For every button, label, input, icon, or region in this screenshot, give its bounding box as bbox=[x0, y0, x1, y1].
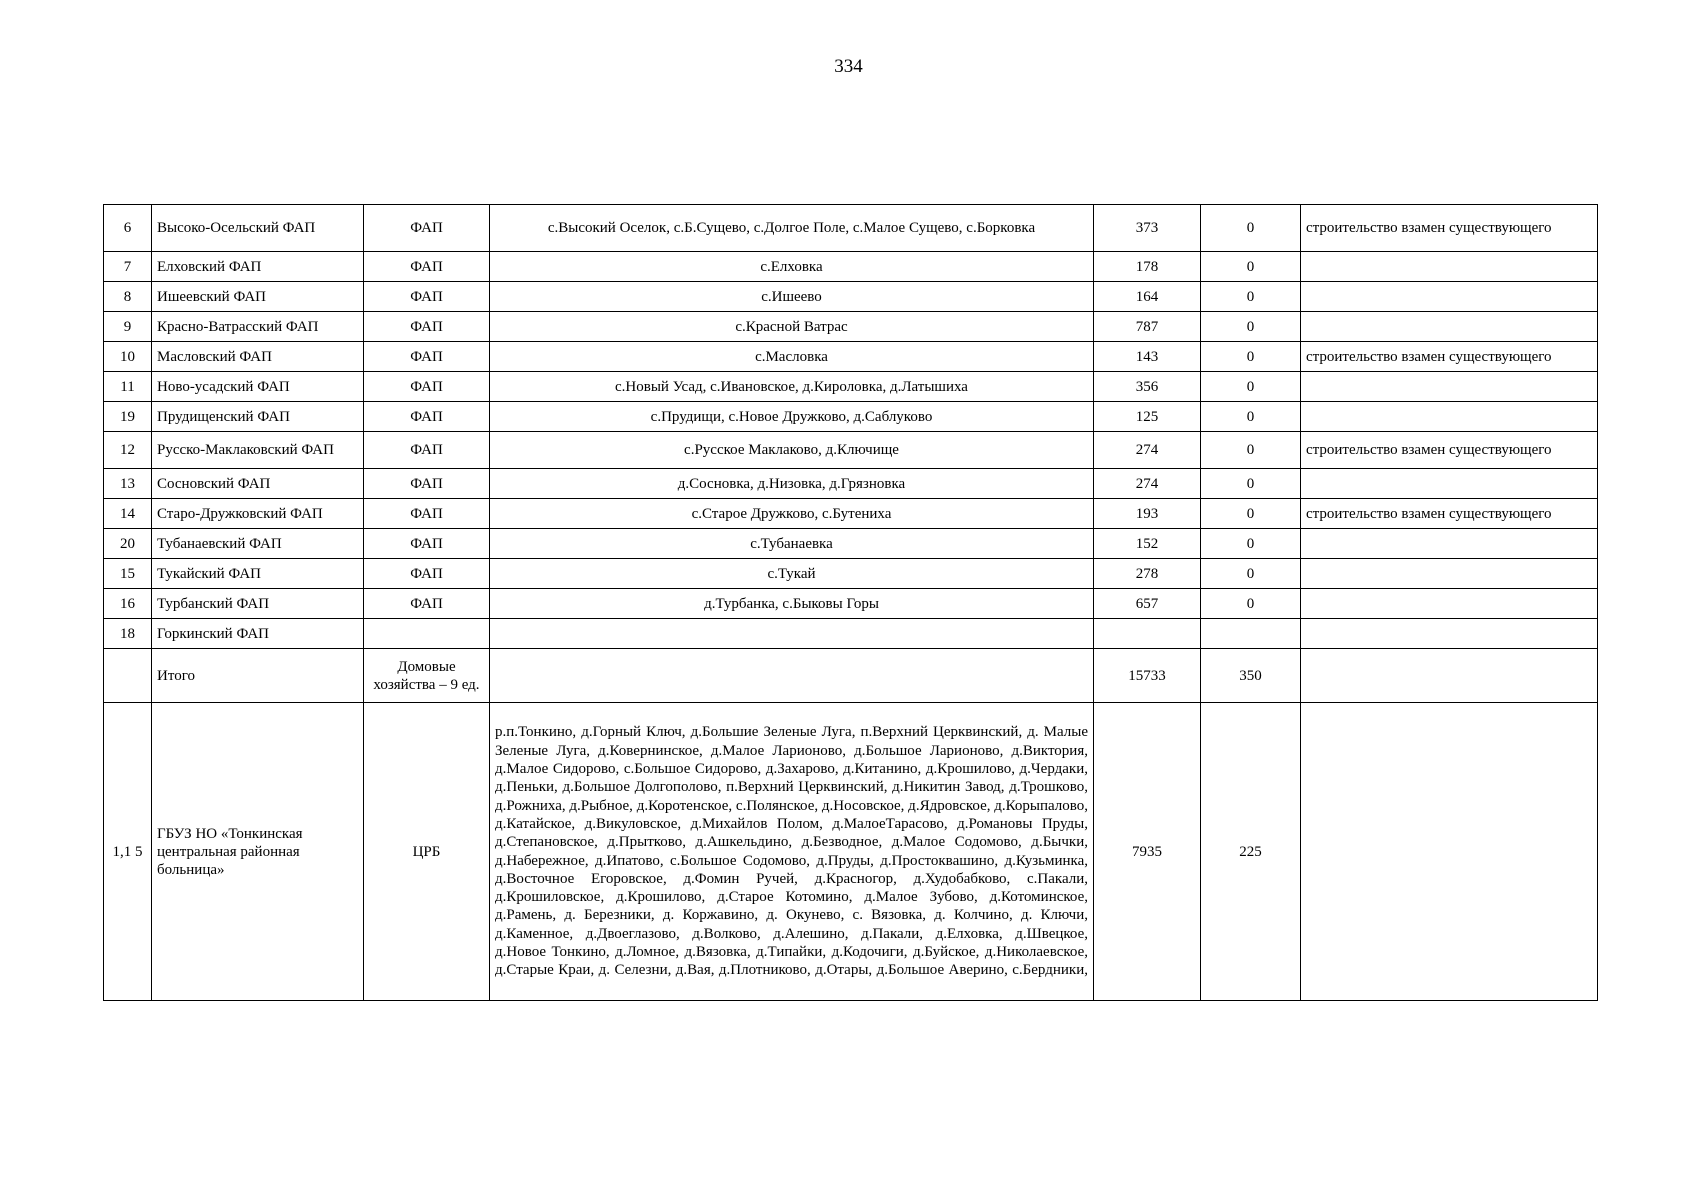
value: 0 bbox=[1201, 589, 1301, 619]
value: 0 bbox=[1201, 372, 1301, 402]
facility-type: ФАП bbox=[364, 372, 490, 402]
facility-name: Русско-Маклаковский ФАП bbox=[152, 432, 364, 469]
facility-name: Елховский ФАП bbox=[152, 252, 364, 282]
row-number: 11 bbox=[104, 372, 152, 402]
population: 278 bbox=[1094, 559, 1201, 589]
population: 125 bbox=[1094, 402, 1201, 432]
households-count: Домовые хозяйства – 9 ед. bbox=[364, 649, 490, 703]
row-number: 14 bbox=[104, 499, 152, 529]
value: 0 bbox=[1201, 529, 1301, 559]
population: 356 bbox=[1094, 372, 1201, 402]
facility-type: ФАП bbox=[364, 529, 490, 559]
facility-name: Горкинский ФАП bbox=[152, 619, 364, 649]
facility-type: ФАП bbox=[364, 282, 490, 312]
total-population: 15733 bbox=[1094, 649, 1201, 703]
row-number: 13 bbox=[104, 469, 152, 499]
value: 0 bbox=[1201, 282, 1301, 312]
facility-type: ФАП bbox=[364, 589, 490, 619]
served-locations: с.Прудищи, с.Новое Дружково, д.Саблуково bbox=[490, 402, 1094, 432]
note bbox=[1301, 529, 1598, 559]
facility-name: Сосновский ФАП bbox=[152, 469, 364, 499]
value: 0 bbox=[1201, 342, 1301, 372]
population: 657 bbox=[1094, 589, 1201, 619]
table-row bbox=[104, 252, 1598, 282]
value: 0 bbox=[1201, 559, 1301, 589]
row-number: 6 bbox=[104, 205, 152, 252]
facility-name: Тукайский ФАП bbox=[152, 559, 364, 589]
total-value: 350 bbox=[1201, 649, 1301, 703]
population: 164 bbox=[1094, 282, 1201, 312]
population: 7935 bbox=[1094, 703, 1201, 1001]
facility-name: Ново-усадский ФАП bbox=[152, 372, 364, 402]
value: 0 bbox=[1201, 499, 1301, 529]
served-locations: р.п.Тонкино, д.Горный Ключ, д.Большие Зеленые Луга, п.Верхний Церквинский, д. Малые Зеленые Луга, д.Ковернинское, д.Малое Ларионово, д.Большое Ларионово, д.Виктория, д.Малое Сидорово, с.Большое Сидорово, д.Захарово, д.Китанино, д.Крошилово, д.Чердаки, д.Пеньки, д.Большое Долгополово, п.Верхний Церквинский, д.Никитин Завод, д.Трошково, д.Рожниха, д.Рыбное, д.Коротенское, с.Полянское, д.Носовское, д.Ядровское, д.Корыпалово, д.Катайское, д.Викуловское, д.Михайлов Полом, д.МалоеТарасово, д.Романовы Пруды, д.Степановское, д.Прытково, д.Ашкельдино, д.Безводное, д.Малое Содомово, д.Бычки, д.Набережное, д.Ипатово, с.Большое Содомово, д.Пруды, д.Простоквашино, д.Кузьминка, д.Восточное Егоровское, д.Фомин Ручей, д.Красногор, д.Худобабково, с.Пакали, д.Крошиловское, д.Крошилово, д.Старое Котомино, д.Малое Зубово, д.Котоминское, д.Рамень, д. Березники, д. Коржавино, д. Окунево, с. Вязовка, д. Колчино, д. Ключи, д.Каменное, д.Двоеглазово, д.Волково, д.Алешино, д.Пакали, д.Елховка, д.Швецкое, д.Новое Тонкино, д.Ломное, д.Вязовка, д.Типайки, д.Кодочиги, д.Буйское, д.Николаевское, д.Старые Краи, д. Селезни, д.Вая, д.Плотниково, д.Отары, д.Большое Аверино, с.Бердники, bbox=[490, 703, 1094, 1001]
note bbox=[1301, 372, 1598, 402]
facility-name: Тубанаевский ФАП bbox=[152, 529, 364, 559]
facility-name: Масловский ФАП bbox=[152, 342, 364, 372]
note bbox=[1301, 703, 1598, 1001]
facility-name: Турбанский ФАП bbox=[152, 589, 364, 619]
population: 178 bbox=[1094, 252, 1201, 282]
note bbox=[1301, 469, 1598, 499]
table-row bbox=[104, 372, 1598, 402]
row-number: 16 bbox=[104, 589, 152, 619]
note: строительство взамен существующего bbox=[1301, 342, 1598, 372]
served-locations: д.Сосновка, д.Низовка, д.Грязновка bbox=[490, 469, 1094, 499]
row-number: 9 bbox=[104, 312, 152, 342]
value bbox=[1201, 619, 1301, 649]
table-body bbox=[104, 205, 1598, 1001]
value: 0 bbox=[1201, 312, 1301, 342]
facility-type: ФАП bbox=[364, 342, 490, 372]
served-locations: с.Новый Усад, с.Ивановское, д.Киp​оловка, д.Латышиха bbox=[490, 372, 1094, 402]
population: 787 bbox=[1094, 312, 1201, 342]
facility-type: ФАП bbox=[364, 499, 490, 529]
row-number: 7 bbox=[104, 252, 152, 282]
facilities-table bbox=[103, 204, 1598, 1001]
table-row bbox=[104, 619, 1598, 649]
served-locations bbox=[490, 649, 1094, 703]
note bbox=[1301, 559, 1598, 589]
served-locations: с.Тубанаевка bbox=[490, 529, 1094, 559]
served-locations: с.Красной Ватрас bbox=[490, 312, 1094, 342]
served-locations: с.Елховка bbox=[490, 252, 1094, 282]
served-locations: с.Высокий Оселок, с.Б.Сущево, с.Долгое Поле, с.Малое Сущево, с.Борковка bbox=[490, 205, 1094, 252]
value: 0 bbox=[1201, 252, 1301, 282]
row-number bbox=[104, 649, 152, 703]
facility-type: ФАП bbox=[364, 469, 490, 499]
value: 0 bbox=[1201, 469, 1301, 499]
facility-type: ФАП bbox=[364, 432, 490, 469]
facility-type: ФАП bbox=[364, 402, 490, 432]
population: 152 bbox=[1094, 529, 1201, 559]
facility-name: Ишеевский ФАП bbox=[152, 282, 364, 312]
population: 274 bbox=[1094, 432, 1201, 469]
served-locations: с.Ишеево bbox=[490, 282, 1094, 312]
table-row bbox=[104, 205, 1598, 252]
value: 0 bbox=[1201, 432, 1301, 469]
table-row bbox=[104, 589, 1598, 619]
table-row bbox=[104, 312, 1598, 342]
value: 225 bbox=[1201, 703, 1301, 1001]
table-row bbox=[104, 342, 1598, 372]
facility-type: ФАП bbox=[364, 312, 490, 342]
note bbox=[1301, 312, 1598, 342]
row-number: 1,1 5 bbox=[104, 703, 152, 1001]
population bbox=[1094, 619, 1201, 649]
table-row bbox=[104, 559, 1598, 589]
table-row bbox=[104, 282, 1598, 312]
page-number: 334 bbox=[834, 56, 863, 77]
row-number: 15 bbox=[104, 559, 152, 589]
row-number: 10 bbox=[104, 342, 152, 372]
facility-name: Высоко-Осельский ФАП bbox=[152, 205, 364, 252]
served-locations bbox=[490, 619, 1094, 649]
row-number: 18 bbox=[104, 619, 152, 649]
note bbox=[1301, 619, 1598, 649]
facility-name: Старо-Дружковский ФАП bbox=[152, 499, 364, 529]
served-locations: с.Русское Маклаково, д.Ключище bbox=[490, 432, 1094, 469]
note bbox=[1301, 282, 1598, 312]
note bbox=[1301, 589, 1598, 619]
population: 143 bbox=[1094, 342, 1201, 372]
facility-name: Красно-Ватрасский ФАП bbox=[152, 312, 364, 342]
table-row bbox=[104, 432, 1598, 469]
served-locations: с.Старое Дружково, с.Бутениха bbox=[490, 499, 1094, 529]
population: 274 bbox=[1094, 469, 1201, 499]
facility-type: ФАП bbox=[364, 205, 490, 252]
facility-type: ФАП bbox=[364, 559, 490, 589]
note bbox=[1301, 649, 1598, 703]
note: строительство взамен существующего bbox=[1301, 432, 1598, 469]
served-locations: д.Турбанка, с.Быковы Горы bbox=[490, 589, 1094, 619]
facility-type: ФАП bbox=[364, 252, 490, 282]
table-row bbox=[104, 529, 1598, 559]
row-number: 19 bbox=[104, 402, 152, 432]
row-number: 12 bbox=[104, 432, 152, 469]
population: 373 bbox=[1094, 205, 1201, 252]
facility-name: Прудищенский ФАП bbox=[152, 402, 364, 432]
table-row bbox=[104, 469, 1598, 499]
note bbox=[1301, 252, 1598, 282]
value: 0 bbox=[1201, 402, 1301, 432]
table-row bbox=[104, 499, 1598, 529]
note bbox=[1301, 402, 1598, 432]
facility-name: ГБУЗ НО «Тонкинская центральная районная больница» bbox=[152, 703, 364, 1001]
facility-type: ЦРБ bbox=[364, 703, 490, 1001]
served-locations: с.Масловка bbox=[490, 342, 1094, 372]
hospital-row bbox=[104, 703, 1598, 1001]
note: строительство взамен существующего bbox=[1301, 499, 1598, 529]
population: 193 bbox=[1094, 499, 1201, 529]
value: 0 bbox=[1201, 205, 1301, 252]
note: строительство взамен существующего bbox=[1301, 205, 1598, 252]
total-label: Итого bbox=[152, 649, 364, 703]
facility-type bbox=[364, 619, 490, 649]
row-number: 8 bbox=[104, 282, 152, 312]
table-row bbox=[104, 402, 1598, 432]
row-number: 20 bbox=[104, 529, 152, 559]
total-row bbox=[104, 649, 1598, 703]
served-locations: с.Тукай bbox=[490, 559, 1094, 589]
